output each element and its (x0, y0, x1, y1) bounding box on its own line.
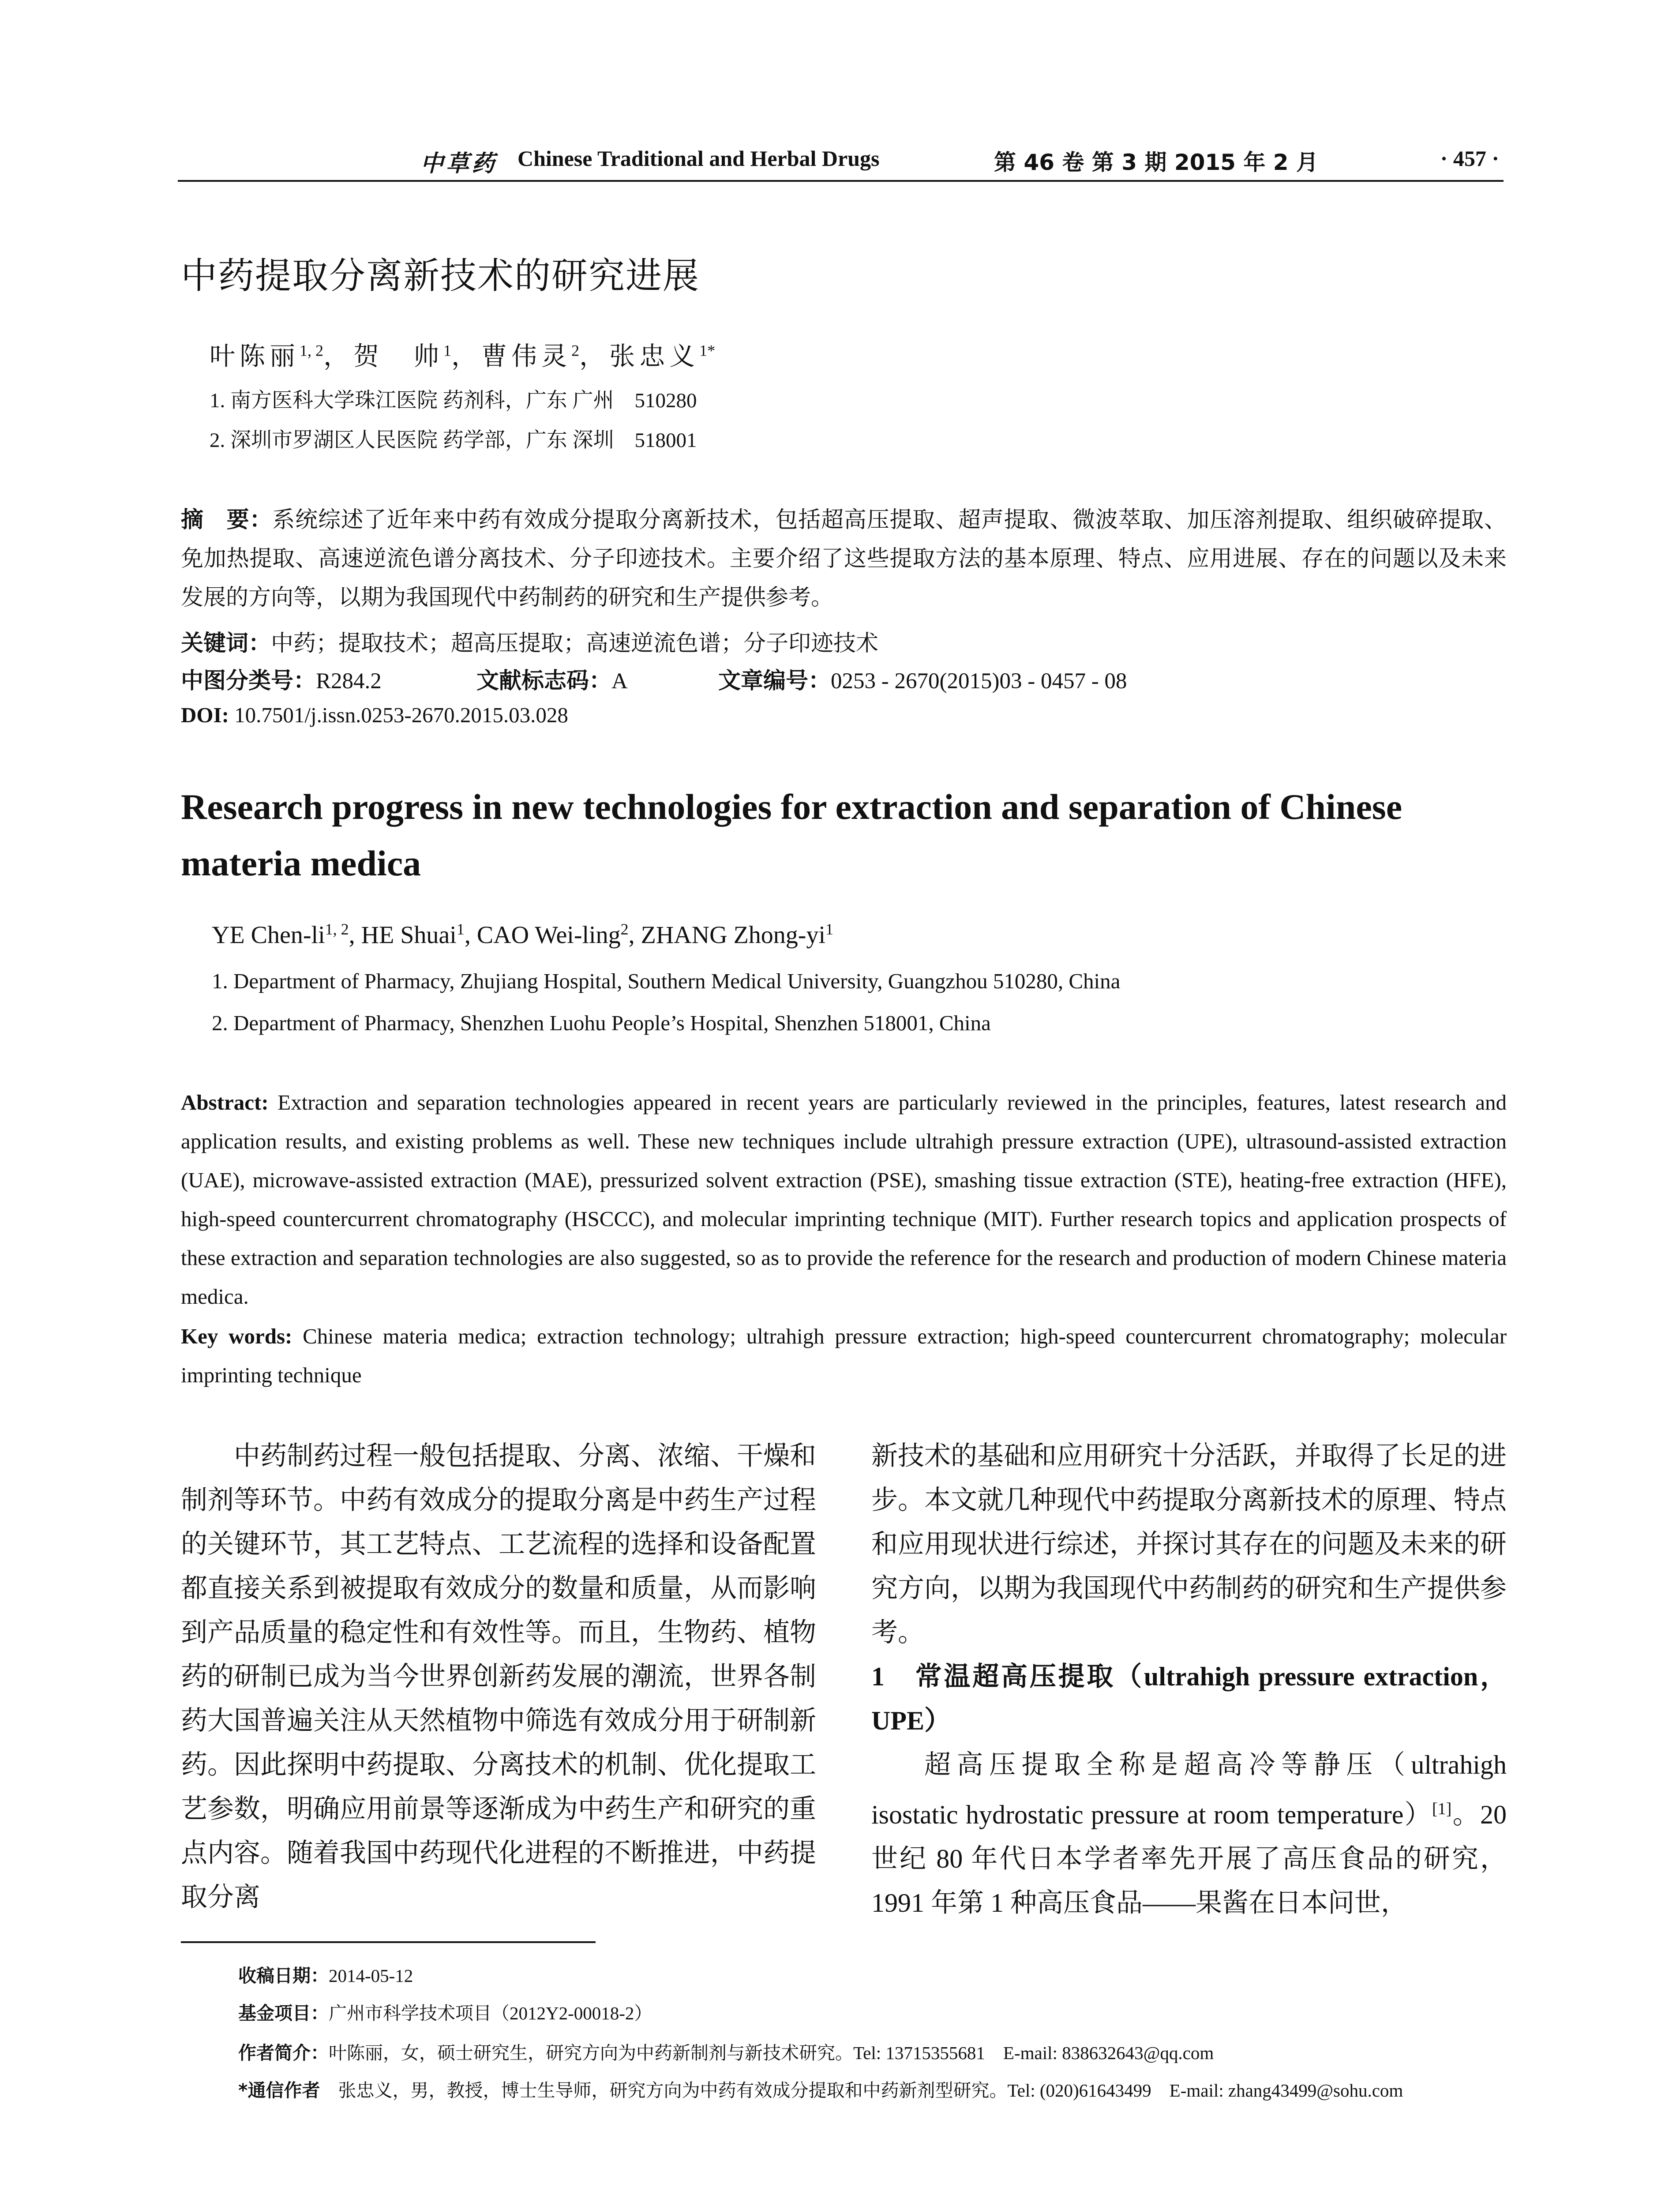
footnote-text: 叶陈丽，女，硕士研究生，研究方向为中药新制剂与新技术研究。Tel: 13715355681 E-mail: 838632643@qq.com (329, 2043, 1214, 2063)
body-paragraph: 新技术的基础和应用研究十分活跃，并取得了长足的进步。本文就几种现代中药提取分离新技术的原理、特点和应用现状进行综述，并探讨其存在的问题及未来的研究方向，以期为我国现代中药制药的研究和生产提供参考。 (871, 1441, 1507, 1647)
page-number: · 457 · (1440, 146, 1499, 171)
class-code (181, 662, 382, 701)
body-column-right (871, 1434, 1507, 1925)
author-name: 贺 帅 (353, 342, 444, 371)
en-title-line: materia medica (181, 843, 421, 883)
en-authors (212, 920, 833, 949)
en-keywords-label: Key words: (181, 1324, 292, 1348)
cn-abstract (181, 501, 1507, 617)
author-affiliation-mark: 1 (443, 341, 452, 360)
author-affiliation-mark: 2 (571, 341, 580, 360)
author-separator: ， (579, 342, 610, 371)
class-code-label: 中图分类号： (181, 668, 316, 694)
article-number (718, 662, 1127, 701)
author-affiliation-mark: 1, 2 (300, 341, 324, 360)
citation-ref: [1] (1432, 1800, 1452, 1818)
author-name: 张忠义 (609, 342, 700, 371)
footnote-text: 张忠义，男，教授，博士生导师，研究方向为中药有效成分提取和中药新剂型研究。Tel: (020)61643499 E-mail: zhang43499@sohu.com (338, 2080, 1403, 2101)
cn-title: 中药提取分离新技术的研究进展 (181, 255, 700, 297)
article-number-value: 0253 - 2670(2015)03 - 0457 - 08 (831, 669, 1127, 694)
author-name: YE Chen-li (212, 921, 325, 949)
footnote-fund (238, 1999, 652, 2025)
issue-info: 第 46 卷 第 3 期 2015 年 2 月 (994, 150, 1318, 175)
footnote-label: 作者简介： (238, 2042, 329, 2063)
body-text: 超高压提取全称是超高冷等静压（ultrahigh isostatic hydrostatic pressure at room temperature） (871, 1750, 1507, 1829)
en-keywords (181, 1317, 1507, 1395)
en-title (181, 779, 1507, 892)
footnote-received (238, 1961, 413, 1987)
author-affiliation-mark: 1* (699, 341, 716, 360)
author-separator: ， (451, 342, 482, 371)
doc-code-label: 文献标志码： (476, 668, 612, 694)
cn-authors (210, 335, 715, 372)
en-affiliation: 2. Department of Pharmacy, Shenzhen Luohu People’s Hospital, Shenzhen 518001, China (212, 1011, 991, 1035)
en-keywords-text: Chinese materia medica; extraction technology; ultrahigh pressure extraction; high-speed countercurrent chromatography; molecular imprinting technique (181, 1324, 1507, 1387)
footnote-label: 基金项目： (238, 2003, 329, 2024)
en-abstract-label: Abstract: (181, 1090, 269, 1114)
journal-name-cn: 中草药 (420, 150, 498, 177)
body-paragraph: 中药制药过程一般包括提取、分离、浓缩、干燥和制剂等环节。中药有效成分的提取分离是中药生产过程的关键环节，其工艺特点、工艺流程的选择和设备配置都直接关系到被提取有效成分的数量和质量，从而影响到产品质量的稳定性和有效性等。而且，生物药、植物药的研制已成为当今世界创新药发展的潮流，世界各制药大国普遍关注从天然植物中筛选有效成分用于研制新药。因此探明中药提取、分离技术的机制、优化提取工艺参数，明确应用前景等逐渐成为中药生产和研究的重点内容。随着我国中药现代化进程的不断推进，中药提取分离 (181, 1441, 816, 1912)
en-affiliation: 1. Department of Pharmacy, Zhujiang Hospital, Southern Medical University, Guangzhou 510280, China (212, 969, 1121, 993)
footnote-text: 2014-05-12 (329, 1966, 413, 1986)
en-title-line: Research progress in new technologies for extraction and separation of Chinese (181, 787, 1402, 827)
body-text: 。20 世纪 80 年代日本学者率先开展了高压食品的研究，1991 年第 1 种高压食品——果酱在日本问世， (871, 1800, 1507, 1917)
footnote-author (238, 2038, 1214, 2064)
cn-affiliation: 2. 深圳市罗湖区人民医院 药学部，广东 深圳 518001 (210, 429, 697, 452)
author-name: 叶陈丽 (210, 342, 300, 371)
section-heading: 1 常温超高压提取（ultrahigh pressure extraction，UPE） (871, 1662, 1507, 1735)
author-affiliation-mark: 1, 2 (325, 920, 349, 938)
author-name: 曹伟灵 (481, 342, 572, 371)
footnote-text: 广州市科学技术项目（2012Y2-00018-2） (329, 2003, 652, 2023)
footnote-label: *通信作者 (238, 2080, 320, 2101)
class-code-value: R284.2 (316, 669, 382, 694)
cn-keywords-label: 关键词： (181, 630, 271, 657)
author-affiliation-mark: 1 (825, 920, 834, 938)
en-abstract-text: Extraction and separation technologies appeared in recent years are particularly reviewed in the principles, features, latest research and application results, and existing problems as well. These new techniques include ultrahigh pressure extraction (UPE), ultrasound-assisted extraction (UAE), microwave-assisted extraction (MAE), pressurized solvent extraction (PSE), smashing tissue extraction (STE), heating-free extraction (HFE), high-speed countercurrent chromatography (HSCCC), and molecular imprinting technique (MIT). Further research topics and application prospects of these extraction and separation technologies are also suggested, so as to provide the reference for the research and production of modern Chinese materia medica. (181, 1090, 1507, 1309)
author-affiliation-mark: 2 (620, 920, 629, 938)
doi-label: DOI: (181, 703, 229, 727)
author-affiliation-mark: 1 (456, 920, 465, 938)
author-separator: ， (323, 342, 354, 371)
cn-abstract-text: 系统综述了近年来中药有效成分提取分离新技术，包括超高压提取、超声提取、微波萃取、加压溶剂提取、组织破碎提取、免加热提取、高速逆流色谱分离技术、分子印迹技术。主要介绍了这些提取方法的基本原理、特点、应用进展、存在的问题以及未来发展的方向等，以期为我国现代中药制药的研究和生产提供参考。 (181, 508, 1507, 610)
body-column-left (181, 1434, 816, 1919)
journal-name-en: Chinese Traditional and Herbal Drugs (518, 146, 880, 171)
running-header (178, 140, 1504, 182)
doc-code (476, 662, 628, 701)
author-name: , HE Shuai (349, 921, 457, 949)
doi-value: 10.7501/j.issn.0253-2670.2015.03.028 (234, 703, 568, 727)
cn-affiliation: 1. 南方医科大学珠江医院 药剂科，广东 广州 510280 (210, 389, 697, 412)
cn-keywords (181, 624, 1507, 663)
author-name: , CAO Wei-ling (464, 921, 621, 949)
cn-abstract-label: 摘 要： (181, 507, 273, 533)
footnote-corresponding (238, 2076, 1403, 2102)
article-number-label: 文章编号： (718, 668, 831, 694)
footnote-divider (181, 1941, 596, 1943)
en-abstract (181, 1083, 1507, 1316)
footnote-label: 收稿日期： (238, 1965, 329, 1986)
body-paragraph (871, 1743, 1507, 1925)
doc-code-value: A (611, 669, 628, 694)
doi-line (181, 702, 568, 728)
cn-keywords-text: 中药；提取技术；超高压提取；高速逆流色谱；分子印迹技术 (271, 631, 879, 656)
author-name: , ZHANG Zhong-yi (628, 921, 826, 949)
